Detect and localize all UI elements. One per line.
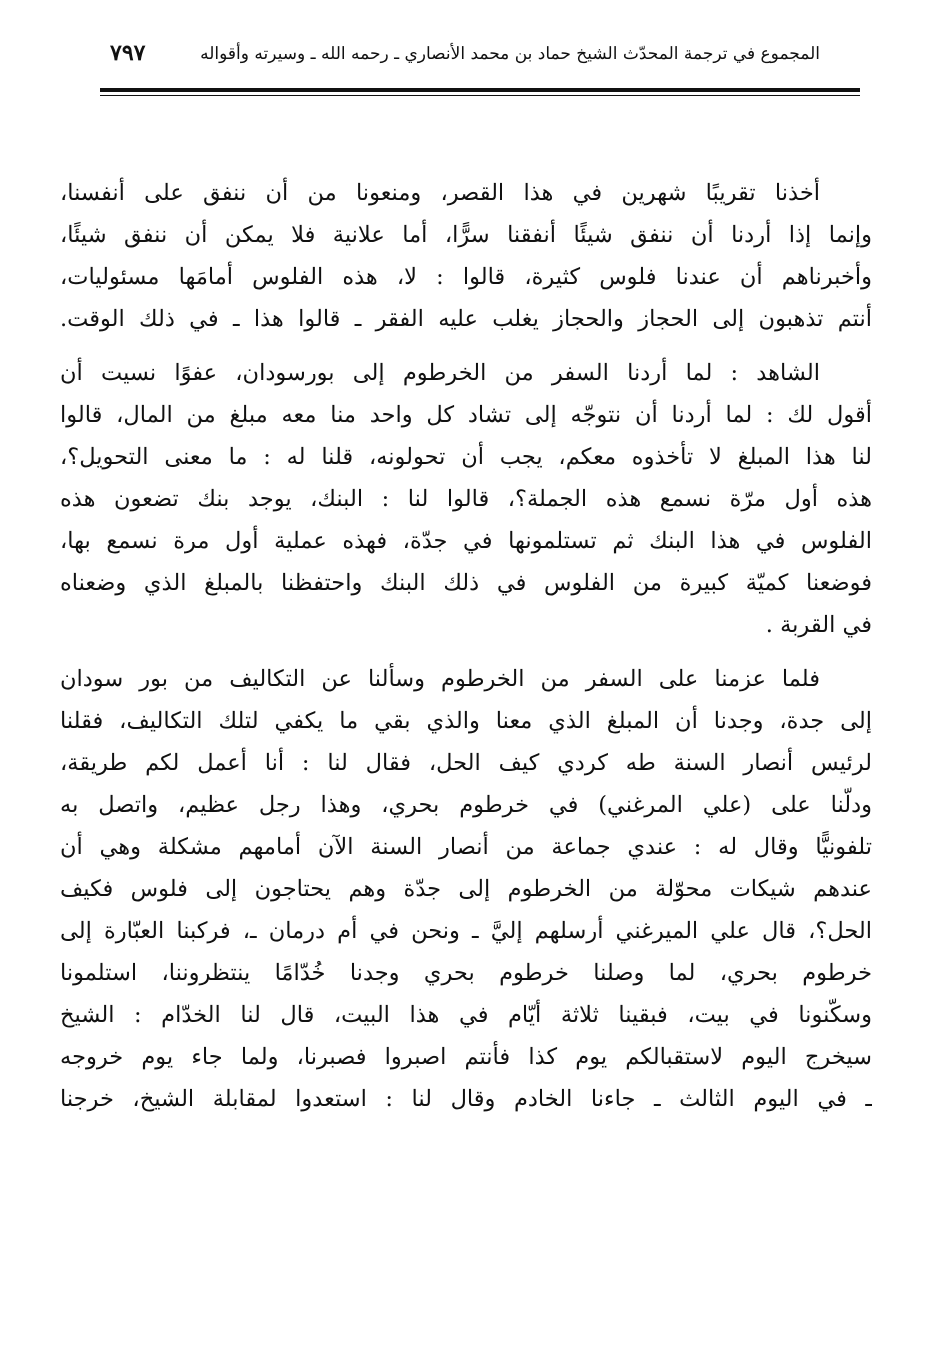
text-line: إلى جدة، وجدنا أن المبلغ الذي معنا والذي بقي ما يكفي لتلك التكاليف، فقلنا: [60, 708, 872, 734]
text-line: خرطوم بحري، لما وصلنا خرطوم بحري وجدنا خُدّامًا ينتظروننا، استلمونا: [60, 960, 872, 986]
paragraph-gap: [60, 340, 872, 352]
header-rule: [100, 88, 860, 92]
header-rule-thin: [100, 95, 860, 96]
text-line: لرئيس أنصار السنة طه كردي كيف الحل، فقال لنا : أنا أعمل لكم طريقة،: [60, 750, 872, 776]
paragraph-gap: [60, 646, 872, 658]
text-line: ودلّنا على (علي المرغني) في خرطوم بحري، وهذا رجل عظيم، واتصل به: [60, 792, 872, 818]
text-line: عندهم شيكات محوّلة من الخرطوم إلى جدّة وهم يحتاجون إلى فلوس فكيف: [60, 876, 872, 902]
text-line: فوضعنا كميّة كبيرة من الفلوس في ذلك البنك واحتفظنا بالمبلغ الذي وضعناه: [60, 570, 872, 596]
text-line: الشاهد : لما أردنا السفر من الخرطوم إلى بورسودان، عفوًا نسيت أن: [60, 360, 820, 386]
text-line: لنا هذا المبلغ لا تأخذوه معكم، يجب أن تحولونه، قلنا له : ما معنى التحويل؟،: [60, 444, 872, 470]
text-line: سيخرج اليوم لاستقبالكم يوم كذا فأنتم اصبروا فصبرنا، ولما جاء يوم خروجه: [60, 1044, 872, 1070]
page-number: ٧٩٧: [110, 40, 146, 66]
body-text: [60, 172, 872, 1120]
paragraph-1: [60, 172, 872, 340]
paragraph-2: [60, 352, 872, 646]
text-line: أقول لك : لما أردنا أن نتوجّه إلى تشاد كل واحد منا معه مبلغ من المال، قالوا: [60, 402, 872, 428]
paragraph-3: [60, 658, 872, 1120]
text-line: أنتم تذهبون إلى الحجاز والحجاز يغلب عليه الفقر ـ قالوا هذا ـ في ذلك الوقت.: [60, 306, 872, 332]
text-line: الحل؟، قال علي الميرغني أرسلهم إليَّ ـ ونحن في أم درمان ـ، فركبنا العبّارة إلى: [60, 918, 872, 944]
text-line: وأخبرناهم أن عندنا فلوس كثيرة، قالوا : لا، هذه الفلوس أمامَها مسئوليات،: [60, 264, 872, 290]
text-line: أخذنا تقريبًا شهرين في هذا القصر، ومنعونا من أن ننفق على أنفسنا،: [60, 180, 820, 206]
text-line: وسكّنونا في بيت، فبقينا ثلاثة أيّام في هذا البيت، قال لنا الخدّام : الشيخ: [60, 1002, 872, 1028]
running-title: المجموع في ترجمة المحدّث الشيخ حماد بن محمد الأنصاري ـ رحمه الله ـ وسيرته وأقواله: [200, 44, 820, 64]
text-line: الفلوس في هذا البنك ثم تستلمونها في جدّة، فهذه عملية أول مرة نسمع بها،: [60, 528, 872, 554]
text-line: فلما عزمنا على السفر من الخرطوم وسألنا عن التكاليف من بور سودان: [60, 666, 820, 692]
text-line: ـ في اليوم الثالث ـ جاءنا الخادم وقال لنا : استعدوا لمقابلة الشيخ، خرجنا: [60, 1086, 872, 1112]
text-line: في القربة .: [765, 612, 872, 638]
text-line: وإنما إذا أردنا أن ننفق شيئًا أنفقنا سرًّا، أما علانية فلا يمكن أن ننفق شيئًا،: [60, 222, 872, 248]
text-line: تلفونيًّا وقال له : عندي جماعة من أنصار السنة الآن أمامهم مشكلة وهي أن: [60, 834, 872, 860]
page-header: [100, 30, 860, 96]
text-line: هذه أول مرّة نسمع هذه الجملة؟، قالوا لنا : البنك، يوجد بنك تضعون هذه: [60, 486, 872, 512]
